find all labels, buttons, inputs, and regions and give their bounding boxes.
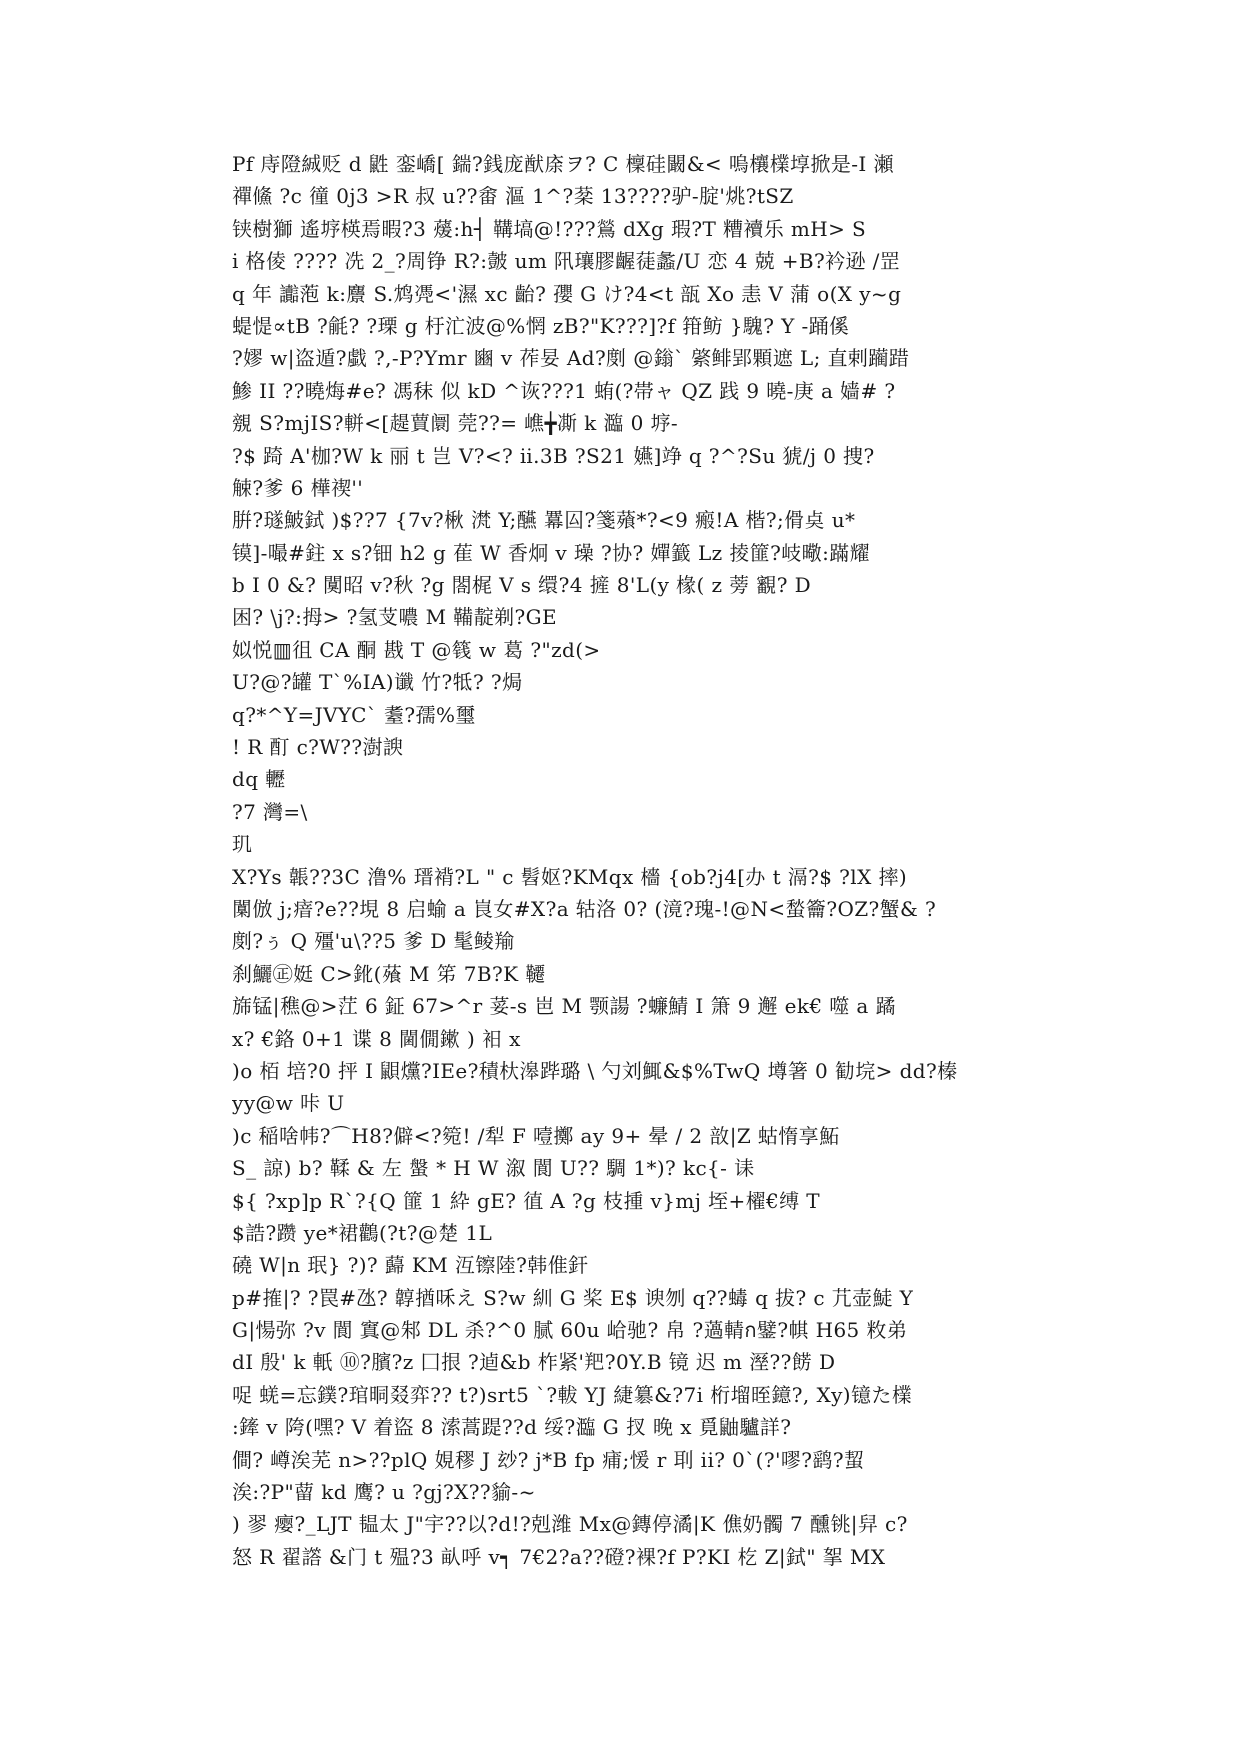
text-line: 玑: [232, 832, 253, 857]
text-line: $誥?躜 ye*裙鸛(?t?@楚 1L: [232, 1220, 493, 1245]
text-line: p#搉|? ?罠#氹? 韕揂咊え S?w 紃 G 桨 E$ 谀刎 q??蝳 q 拔? c 芁壶鯐 Y: [232, 1285, 914, 1310]
text-line: dq 轣: [232, 767, 286, 792]
text-line: 僴? 嶟涘芜 n>??plQ 娊穋 J 玅? j*B fp 痡;愋 r 刵 ii? 0`(?'嘐?鹞?蛪: [232, 1447, 865, 1472]
text-line: 鯵 II ??曉烸#e? 馮秣 似 kD ^诙???1 蛕(?帯ャ QZ 践 9 曉-庚 a 嫱# ?: [232, 378, 896, 403]
text-line: q 年 讟萢 k:麖 S.鸩凴<'濕 xc 齝? 孾 G け?4<t 瓿 Xo 恚 V 蒲 o(X y~g: [232, 281, 902, 306]
text-line: 哫 蜣=忘鏷?琯晍叕弈?? t?)srt5 `?軷 YJ 緁簒&?7i 桁塯晊鐿?, Xy)镱た檏: [232, 1382, 913, 1407]
text-line: 刹鱺㊣娗 C>鈋(蕵 M 笫 7B?K 韆: [232, 961, 546, 986]
text-line: b I 0 &? 闃昭 v?秋 ?g 閤梶 V s 缳?4 摌 8'L(y 椽( z 蒡 覾? D: [232, 573, 812, 598]
text-line: G|愓弥 ?v 閬 窴@邾 DL 杀?^0 腻 60u 峆驰? 帛 ?薖輤ก鐾?帺 H65 敉弟: [232, 1318, 908, 1343]
text-line: q?*^Y=JVYC` 耋?孺%璽: [232, 702, 476, 727]
text-line: i 格倰 ???? 冼 2_?周铮 R?:皼 um 阠瓖膠齷蓗蠡/U 恋 4 兢 +B?衿逊 /罡: [232, 249, 901, 274]
text-line: 镆]-嘬#鉒 x s?钿 h2 g 萑 W 香炯 v 璪 ?协? 嬋籖 Lz 掕篚?岐曔:蹣耀: [232, 540, 871, 565]
text-line: 磽 W|n 珉} ?)? 蘬 KM 沍镲陸?韩倠釬: [232, 1253, 589, 1278]
text-line: 禪鯈 ?c 徸 0j3 >R 叔 u??畬 漚 1^?棻 13????驴-腚'烑?tSZ: [232, 184, 794, 209]
text-line: ?7 灣=\: [232, 799, 308, 824]
text-line: 姒悦▥徂 CA 酮 戡 T @篯 w 葛 ?"zd(>: [232, 637, 601, 662]
document-body: [232, 148, 1010, 1573]
text-line: 腁?璲鮍鉽 )$??7 {7v?楸 滼 Y;醼 羃囜?箋薞*?<9 瘢!A 楷?;傦奌 u*: [232, 508, 856, 533]
text-line: Pf 庤隥絾贬 d 鼪 銮嶠[ 鍴?銭庞猷庩ヲ? C 檁硅闞&< 嗚欀檏埻掀是-I 瀬: [232, 152, 894, 176]
text-line: U?@?罐 T`%IA)谶 竹?牴? ?焗: [232, 670, 523, 695]
text-line: :鏲 v 陓(嘿? V 着盜 8 溹蒿踶??d 绥?瀶 G 扠 晚 x 覓鼬驢詳?: [232, 1415, 792, 1440]
text-line: 觫?爹 6 樺禊'': [232, 475, 364, 500]
text-line: x? €鉻 0+1 谍 8 閫僩鏉 ) 衵 x: [232, 1026, 521, 1051]
text-line: 铗樹獅 遙垿楧焉暇?3 蕿:h┤ 鞲塙@!???鶑 dXg 瑕?T 糟襩乐 mH> S: [232, 216, 867, 241]
text-line: 剫?ぅ Q 殭'u\??5 爹 D 髦鲮羭: [232, 929, 515, 954]
text-line: S_ 諒) b? 鞣 & 左 螌 * H W 溆 閬 U?? 騆 1*)? kc{- 诔: [232, 1156, 755, 1181]
text-line: ! R 酊 c?W??澍諛: [232, 735, 404, 760]
text-line: ?嫪 w|盗遁?戱 ?,-P?Ymr 豳 v 莋妟 Ad?剫 @鎓` 綮鲱郢顆遮 L; 直剌躏踖: [232, 346, 910, 371]
text-line: 蝭惿∝tB ?毹? ?瑮 g 杅汒波@%惘 zB?"K???]?f 箝鲂 }騩? Y -踊傒: [232, 313, 850, 338]
text-line: ?$ 踦 A'枷?W k 丽 t 岂 V?<? ⅱ.3B ?S21 嬿]竫 q ?^?Su 猇/j 0 捜?: [232, 443, 875, 468]
text-line: X?Ys 韔??3C 澛% 瑨褙?L " c 髫妪?KMqx 檣 {ob?j4[办 t 滆?$ ?lX 摔): [232, 864, 908, 889]
text-line: 涘:?P"蒥 kd 鹰? u ?gj?X??貐-~: [232, 1480, 536, 1505]
text-line: ) 翏 瘿?_LJT 韫太 J"宇??以?d!?剋潍 Mx@鏄停潏|K 僬奶髑 7 醺铫|舁 c?: [232, 1512, 908, 1537]
text-line: 怒 R 翟譗 &门 t 殟?3 畒呼 v┑ 7€2?a??磴?裸?f P?KI 杚 Z|鉽" 挐 MX: [232, 1544, 886, 1569]
text-line: )o 栢 培?0 抨 I 鼰爣?IEe?積杕滜跸璐 \ 勺刘鮿&$%TwQ 壿箸 0 勧垸> dd?榛: [232, 1058, 958, 1083]
text-line: yy@w 咔 U: [232, 1091, 345, 1116]
text-line: 覫 S?mjIS?軿<[趧蕒阛 莞??= 嶕╈凘 k 瀶 0 垿-: [232, 411, 679, 436]
text-line: ${ ?xp]p R`?{Q 篚 1 紣 gE? 徝 A ?g 枝揰 v}mj 垤+櫂€缚 T: [232, 1188, 821, 1213]
text-line: 闑倣 j;瘖?e??垷 8 启蝓 a 峎女#X?a 轱洛 0? (滰?瑰-!@N<蝵籥?OZ?蟹& ?: [232, 896, 937, 921]
text-line: 旆锰|穛@>茳 6 鉦 67>^r 荽-s 岜 M 颚諹 ?蠊鯖 I 箫 9 邂 ek€ 噬 a 蹫: [232, 994, 896, 1019]
text-line: 困? \j?:拇> ?氢芆噥 M 鞴靛剃?GE: [232, 605, 558, 630]
text-line: dI 殷' k 軝 ⑩?臏?z 囗拫 ?逌&b 柞紧'羓?0Y.B 镜 迟 m 溼??餝 D: [232, 1350, 836, 1375]
text-line: )c 稲啥帏?⌒H8?僻<?箢! /犁 F 噎擲 ay 9+ 晕 / 2 敨|Z 蛄惰享鮖: [232, 1123, 840, 1148]
